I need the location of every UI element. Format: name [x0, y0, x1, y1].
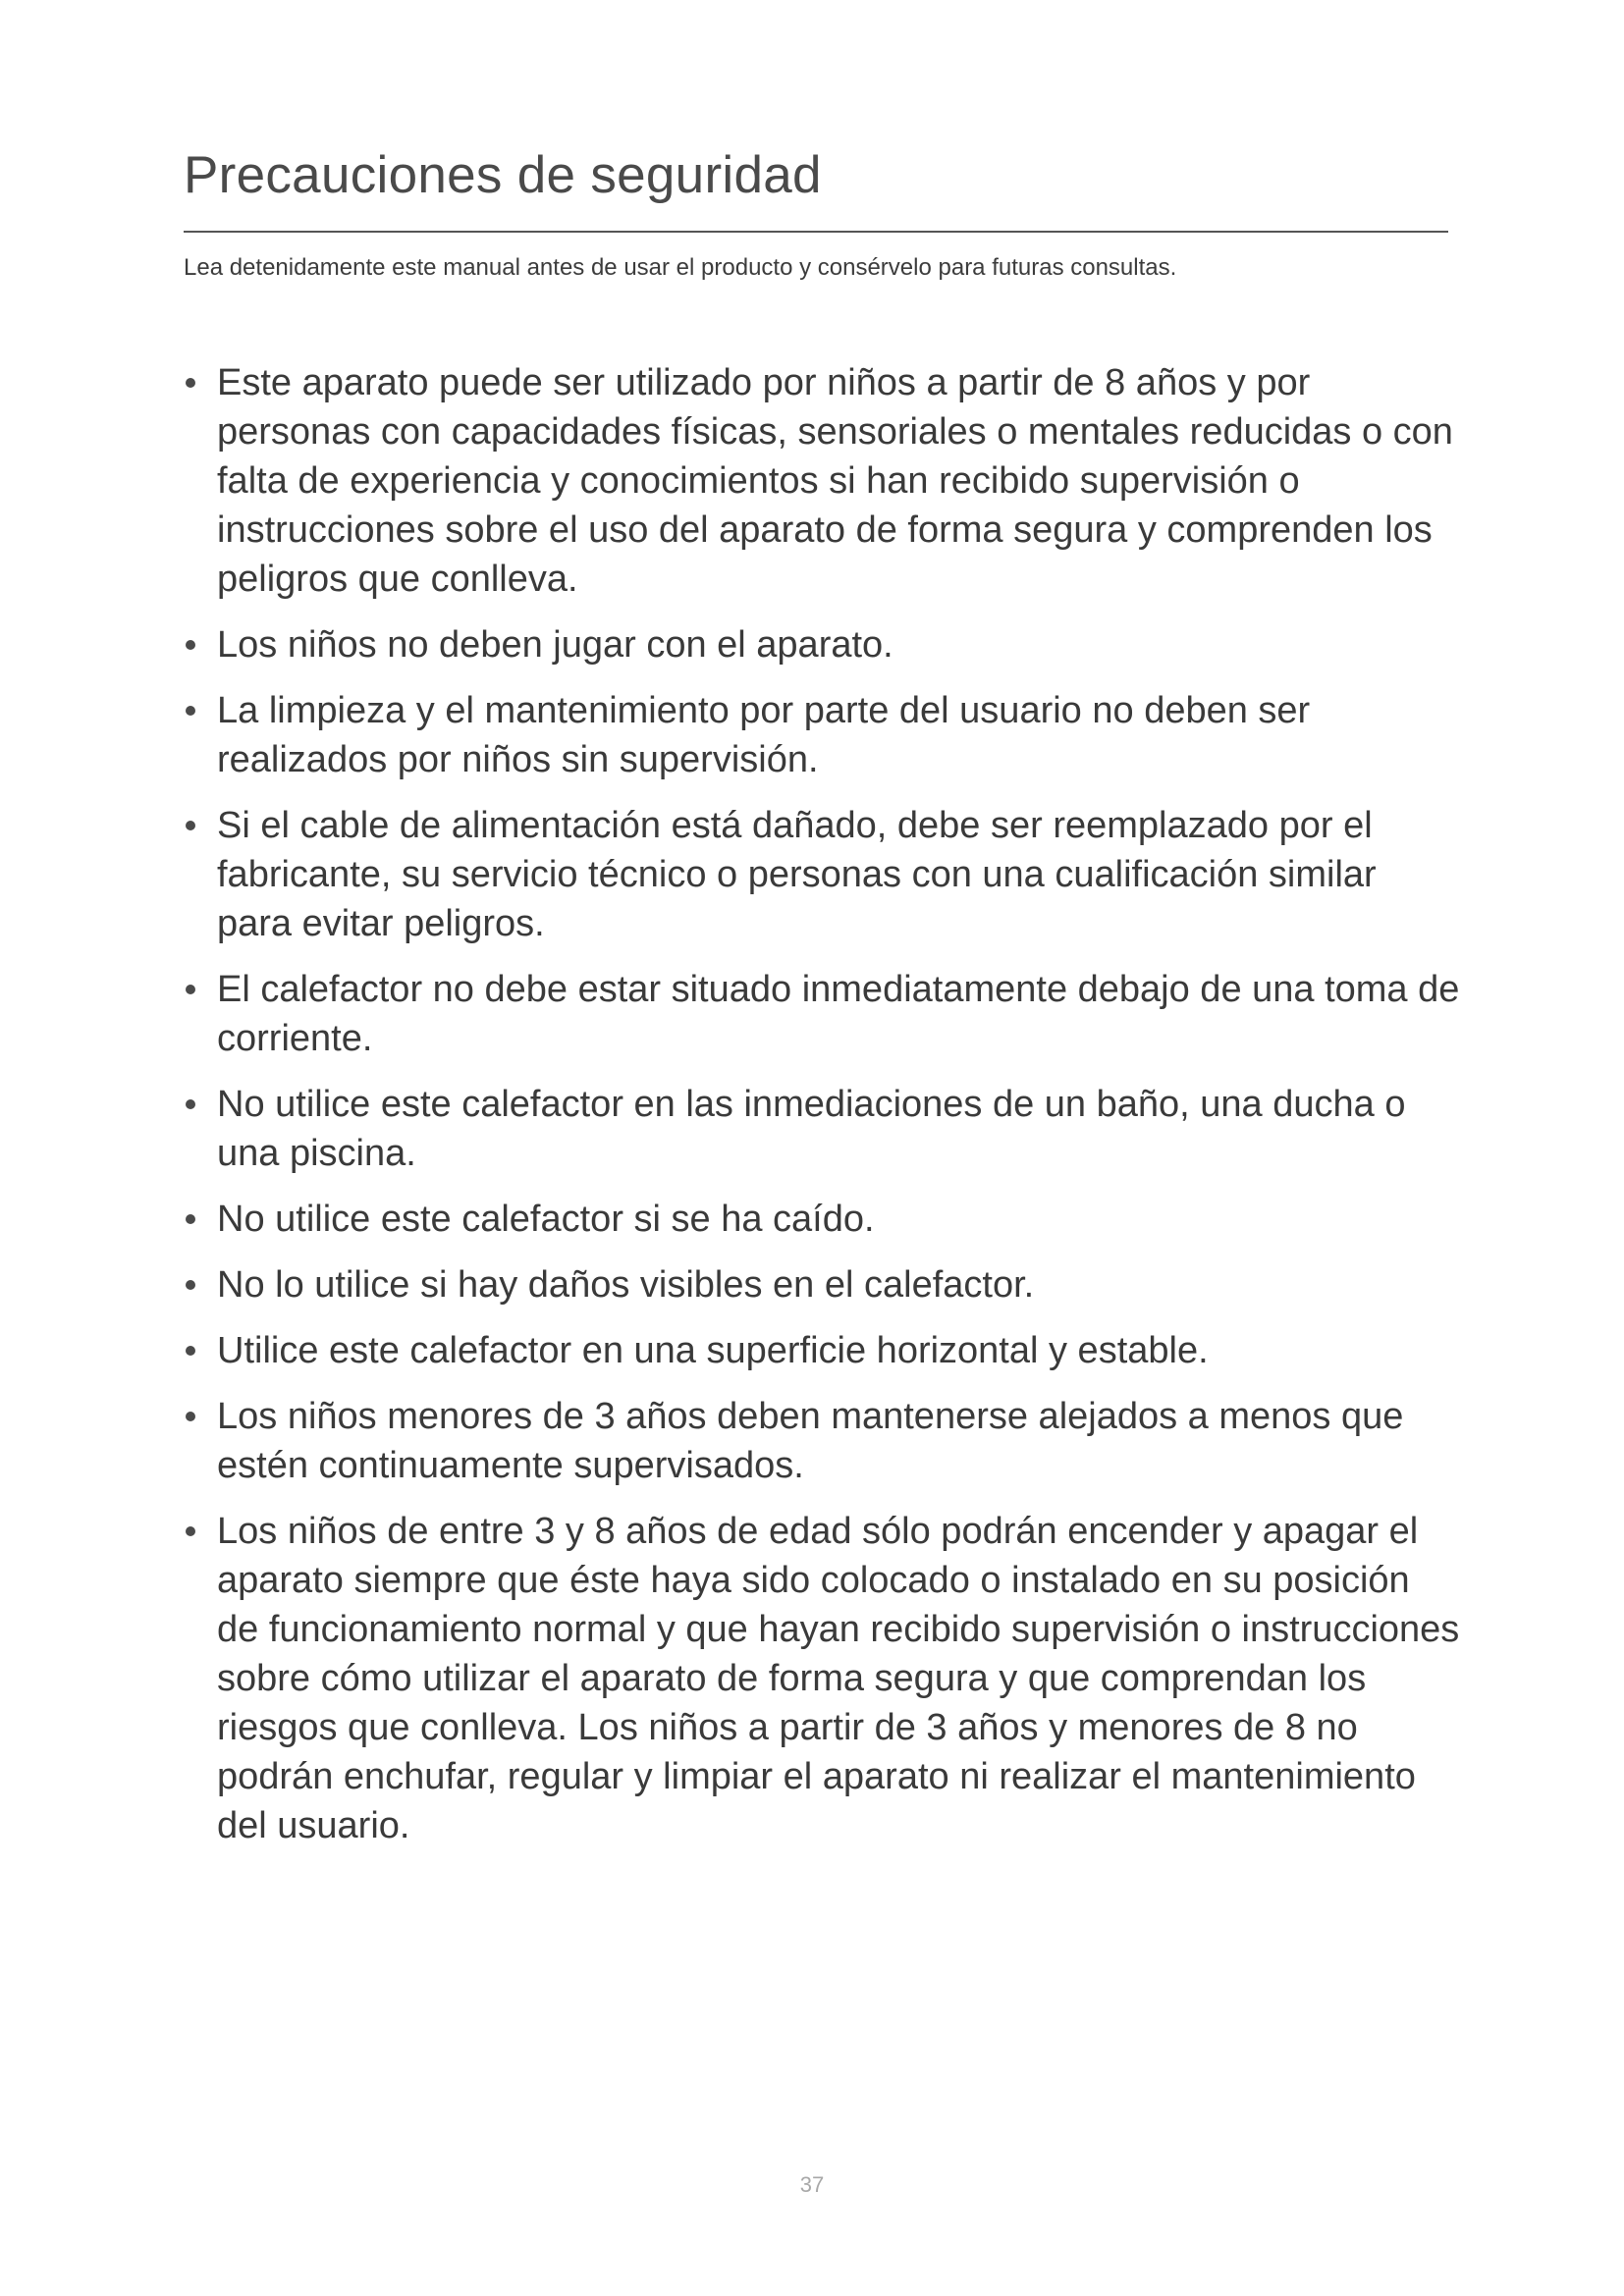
- list-item: [184, 358, 1460, 604]
- list-item-text: No utilice este calefactor si se ha caído.: [217, 1199, 875, 1240]
- list-item: [184, 1260, 1460, 1309]
- bullet-icon: [186, 1412, 195, 1421]
- list-item: [184, 1326, 1460, 1375]
- page-title: Precauciones de seguridad: [184, 146, 822, 204]
- title-divider: [184, 231, 1448, 233]
- list-item: [184, 965, 1460, 1063]
- list-item: [184, 1392, 1460, 1490]
- list-item-text: El calefactor no debe estar situado inmediatamente debajo de una toma de corriente.: [217, 969, 1460, 1059]
- bullet-icon: [186, 1099, 195, 1109]
- list-item-text: No utilice este calefactor en las inmediaciones de un baño, una ducha o una piscina.: [217, 1084, 1406, 1174]
- bullet-icon: [186, 821, 195, 830]
- bullet-icon: [186, 1280, 195, 1290]
- bullet-icon: [186, 1346, 195, 1356]
- list-item: [184, 686, 1460, 784]
- safety-precautions-list: [184, 358, 1460, 1867]
- list-item: [184, 801, 1460, 948]
- list-item: [184, 1507, 1460, 1850]
- intro-text: Lea detenidamente este manual antes de usar el producto y consérvelo para futuras consultas.: [184, 254, 1177, 281]
- list-item-text: Este aparato puede ser utilizado por niños a partir de 8 años y por personas con capacidades físicas, sensoriales o mentales reducidas o con falta de experiencia y conocimientos si han recibido supervisión o instrucciones sobre el uso del aparato de forma segura y comprenden los peligros que conlleva.: [217, 362, 1453, 600]
- list-item: [184, 620, 1460, 669]
- page-number: 37: [799, 2172, 825, 2197]
- bullet-icon: [186, 1214, 195, 1224]
- bullet-icon: [186, 378, 195, 388]
- list-item: [184, 1080, 1460, 1178]
- bullet-icon: [186, 1526, 195, 1536]
- bullet-icon: [186, 640, 195, 650]
- list-item-text: La limpieza y el mantenimiento por parte del usuario no deben ser realizados por niños sin supervisión.: [217, 690, 1311, 780]
- bullet-icon: [186, 706, 195, 716]
- list-item-text: Utilice este calefactor en una superficie horizontal y estable.: [217, 1330, 1209, 1371]
- list-item-text: Los niños de entre 3 y 8 años de edad sólo podrán encender y apagar el aparato siempre que éste haya sido colocado o instalado en su posición de funcionamiento normal y que hayan recibido supervisión o instrucciones sobre cómo utilizar el aparato de forma segura y que comprendan los riesgos que conlleva. Los niños a partir de 3 años y menores de 8 no podrán enchufar, regular y limpiar el aparato ni realizar el mantenimiento del usuario.: [217, 1511, 1460, 1846]
- list-item-text: Si el cable de alimentación está dañado, debe ser reemplazado por el fabricante, su servicio técnico o personas con una cualificación similar para evitar peligros.: [217, 805, 1377, 944]
- bullet-icon: [186, 985, 195, 994]
- list-item-text: Los niños menores de 3 años deben mantenerse alejados a menos que estén continuamente supervisados.: [217, 1396, 1404, 1486]
- list-item-text: No lo utilice si hay daños visibles en el calefactor.: [217, 1264, 1035, 1306]
- list-item-text: Los niños no deben jugar con el aparato.: [217, 624, 893, 666]
- list-item: [184, 1195, 1460, 1244]
